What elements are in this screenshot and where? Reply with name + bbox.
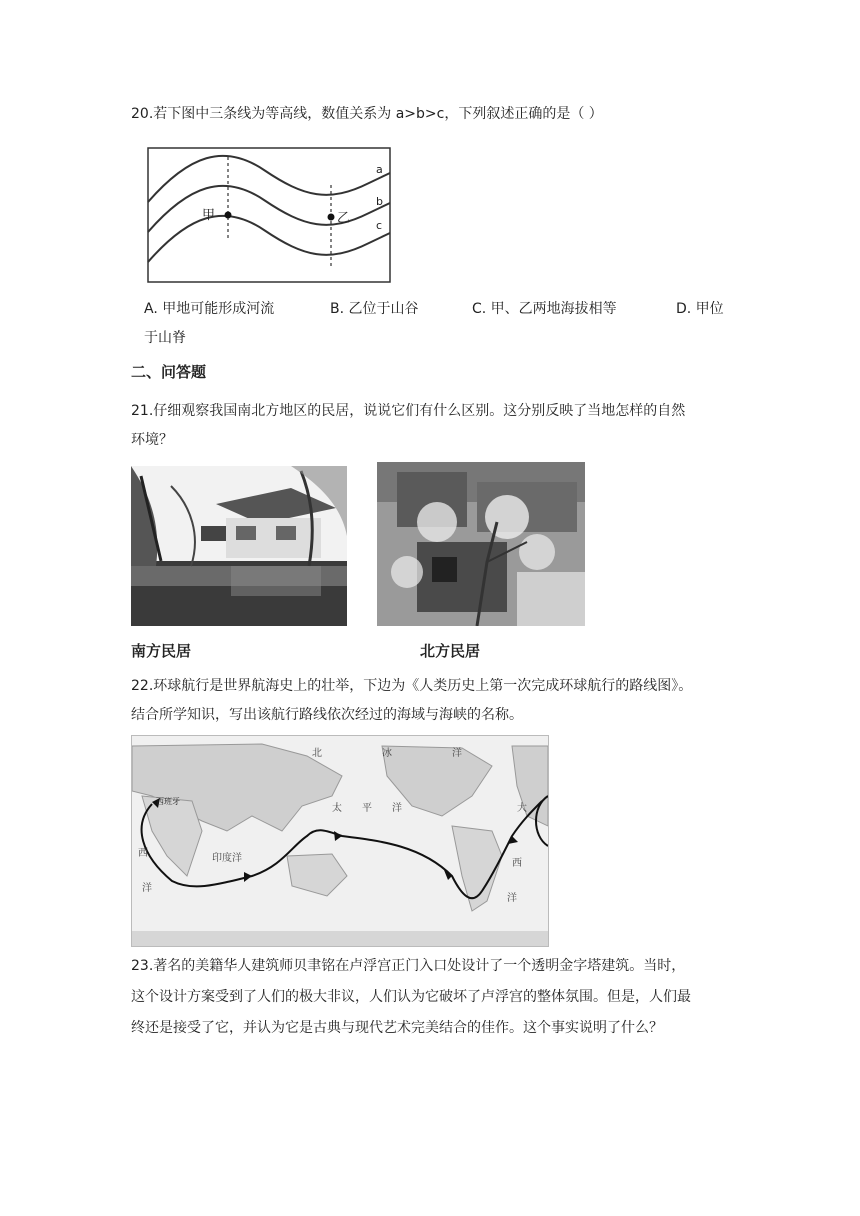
north-house-photo	[377, 462, 585, 626]
map-label-sevilla: 西班牙	[156, 797, 180, 806]
point-yi	[328, 214, 335, 221]
label-b: b	[376, 195, 383, 208]
south-house-image	[131, 466, 347, 626]
north-house-image	[377, 462, 585, 626]
label-yi: 乙	[337, 211, 351, 226]
map-label-xi-left: 西	[138, 848, 148, 859]
question-20-text: 20.若下图中三条线为等高线，数值关系为 a>b>c，下列叙述正确的是（ ）	[131, 106, 603, 122]
map-label-ping: 平	[362, 803, 372, 814]
contour-diagram	[144, 145, 394, 287]
south-house-photo	[131, 466, 347, 626]
option-c: C. 甲、乙两地海拔相等	[472, 301, 617, 317]
question-22-line2: 结合所学知识，写出该航行路线依次经过的海域与海峡的名称。	[131, 707, 523, 723]
question-21-line1: 21.仔细观察我国南北方地区的民居，说说它们有什么区别。这分别反映了当地怎样的自然	[131, 403, 686, 419]
label-a: a	[376, 163, 383, 176]
contour-figure	[144, 145, 394, 287]
question-22-line1: 22.环球航行是世界航海史上的壮举，下边为《人类历史上第一次完成环球航行的路线图》。	[131, 678, 693, 694]
map-label-india: 印度洋	[212, 853, 242, 864]
circumnavigation-map	[131, 735, 549, 947]
question-23-line2: 这个设计方案受到了人们的极大非议，人们认为它破坏了卢浮宫的整体氛围。但是，人们最	[131, 989, 691, 1005]
option-a: A. 甲地可能形成河流	[144, 301, 275, 317]
map-label-yang-right: 洋	[507, 893, 517, 904]
caption-north: 北方民居	[420, 642, 481, 660]
question-21-line2: 环境？	[131, 432, 173, 448]
world-route-map	[132, 736, 548, 946]
caption-south: 南方民居	[131, 642, 192, 660]
contour-line-a	[148, 156, 390, 202]
section-title: 二、问答题	[131, 363, 207, 381]
label-jia: 甲	[202, 208, 216, 223]
map-label-ocean-yang: 洋	[392, 803, 402, 814]
map-label-north: 北	[312, 748, 322, 759]
option-d: D. 甲位	[676, 301, 724, 317]
option-d-continued: 于山脊	[144, 330, 186, 346]
map-label-yang-left: 洋	[142, 883, 152, 894]
map-label-yang: 洋	[452, 748, 462, 759]
map-label-da: 大	[517, 803, 527, 814]
option-b: B. 乙位于山谷	[330, 301, 419, 317]
question-23-line3: 终还是接受了它，并认为它是古典与现代艺术完美结合的佳作。这个事实说明了什么？	[131, 1020, 663, 1036]
contour-line-c	[148, 216, 390, 262]
map-label-bing: 冰	[382, 748, 392, 759]
label-c: c	[376, 219, 383, 232]
point-jia	[225, 212, 232, 219]
map-label-tai: 太	[332, 803, 342, 814]
contour-line-b	[148, 186, 390, 232]
question-23-line1: 23.著名的美籍华人建筑师贝聿铭在卢浮宫正门入口处设计了一个透明金字塔建筑。当时，	[131, 958, 686, 974]
map-label-xi-right: 西	[512, 858, 522, 869]
